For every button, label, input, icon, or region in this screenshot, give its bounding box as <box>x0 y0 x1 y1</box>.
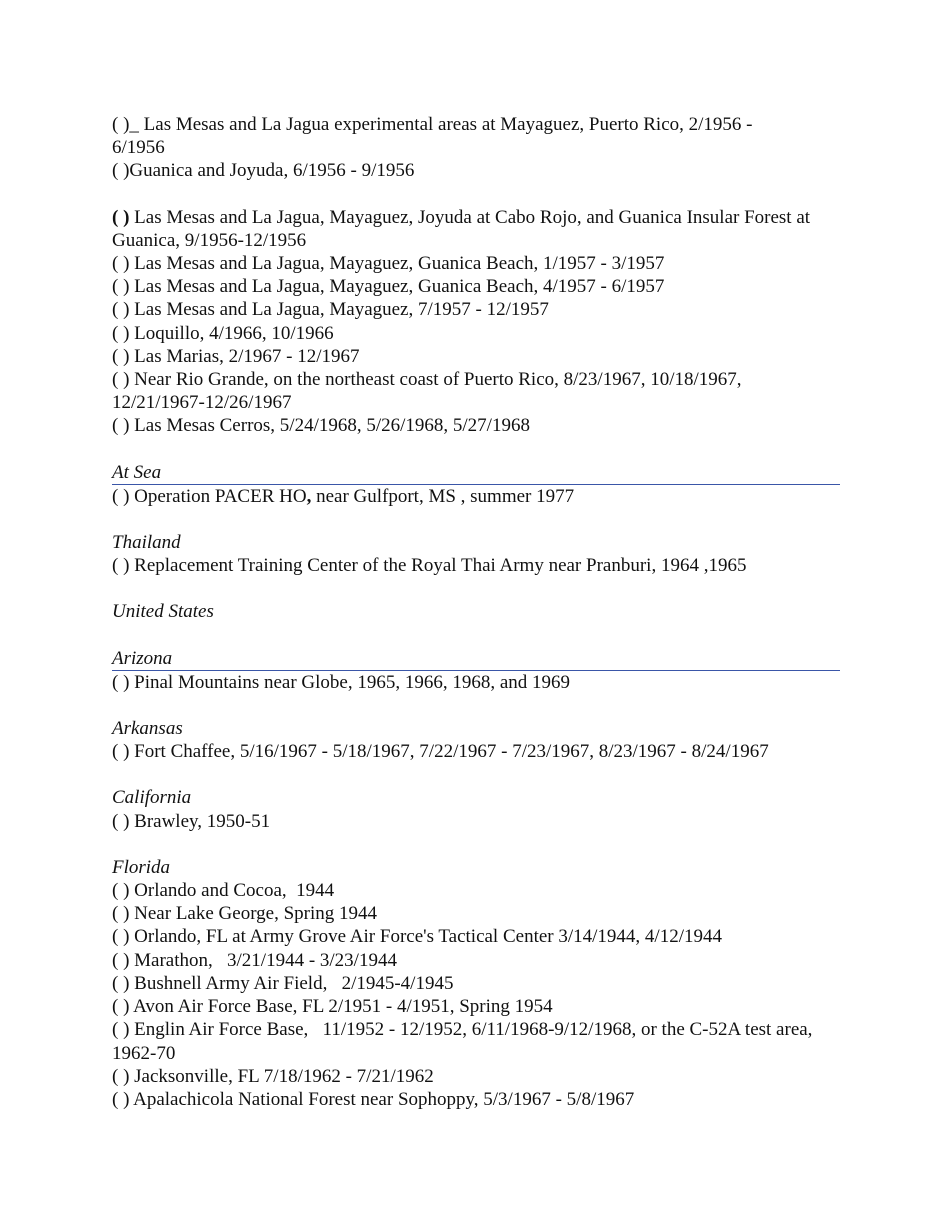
list-item-text: ( ) Operation PACER HO <box>112 485 307 507</box>
document-page <box>112 113 840 1111</box>
spacer <box>112 183 840 206</box>
list-item: ( ) Orlando, FL at Army Grove Air Force's Tactical Center 3/14/1944, 4/12/1944 <box>112 926 722 948</box>
list-item: ( ) Avon Air Force Base, FL 2/1951 - 4/1951, Spring 1954 <box>112 996 553 1018</box>
bold-comma: , <box>306 485 312 507</box>
list-item: ( ) Loquillo, 4/1966, 10/1966 <box>112 322 334 344</box>
list-item: ( ) Brawley, 1950-51 <box>112 810 271 832</box>
list-item: ( ) Marathon, 3/21/1944 - 3/23/1944 <box>112 949 397 971</box>
spacer <box>112 833 840 856</box>
list-item <box>112 485 840 508</box>
list-item: ( ) Fort Chaffee, 5/16/1967 - 5/18/1967, 7/22/1967 - 7/23/1967, 8/23/1967 - 8/24/1967 <box>112 741 769 763</box>
list-item: ( ) Replacement Training Center of the Royal Thai Army near Pranburi, 1964 ,1965 <box>112 555 747 577</box>
spacer <box>112 577 840 600</box>
section-heading-thailand: Thailand <box>112 532 181 554</box>
list-item: ( ) Bushnell Army Air Field, 2/1945-4/1945 <box>112 972 454 994</box>
spacer <box>112 763 840 786</box>
list-item: ( ) Jacksonville, FL 7/18/1962 - 7/21/1962 <box>112 1065 434 1087</box>
list-item: ( ) Apalachicola National Forest near Sophoppy, 5/3/1967 - 5/8/1967 <box>112 1088 635 1110</box>
spacer <box>112 624 840 647</box>
list-item: ( ) Near Lake George, Spring 1944 <box>112 903 378 925</box>
list-item: ( ) Las Mesas and La Jagua, Mayaguez, Guanica Beach, 4/1957 - 6/1957 <box>112 276 665 298</box>
list-item: ( ) Las Mesas and La Jagua, Mayaguez, Guanica Beach, 1/1957 - 3/1957 <box>112 253 665 275</box>
spacer <box>112 438 840 461</box>
spacer <box>112 508 840 531</box>
section-heading-at-sea: At Sea <box>112 461 840 485</box>
list-item: ( ) Near Rio Grande, on the northeast coast of Puerto Rico, 8/23/1967, 10/18/1967, 12/21/1967-12/26/1967 <box>112 369 742 414</box>
list-item: ( ) Englin Air Force Base, 11/1952 - 12/1952, 6/11/1968-9/12/1968, or the C-52A test area, 1962-70 <box>112 1019 818 1064</box>
list-item-text: near Gulfport, MS , summer 1977 <box>311 485 575 507</box>
section-heading-arizona: Arizona <box>112 647 840 671</box>
section-heading-united-states: United States <box>112 601 214 623</box>
list-item: ( ) Las Mesas Cerros, 5/24/1968, 5/26/1968, 5/27/1968 <box>112 415 530 437</box>
section-heading-california: California <box>112 787 192 809</box>
list-item: ( ) Las Mesas and La Jagua, Mayaguez, 7/1957 - 12/1957 <box>112 299 549 321</box>
list-item <box>112 206 840 252</box>
list-item: ( ) Las Marias, 2/1967 - 12/1967 <box>112 345 360 367</box>
list-item: ( )_ Las Mesas and La Jagua experimental areas at Mayaguez, Puerto Rico, 2/1956 - 6/1956 <box>112 114 758 159</box>
list-item: ( ) Pinal Mountains near Globe, 1965, 1966, 1968, and 1969 <box>112 671 571 693</box>
spacer <box>112 694 840 717</box>
list-item-text: Las Mesas and La Jagua, Mayaguez, Joyuda at Cabo Rojo, and Guanica Insular Forest at Guanica, 9/1956-12/1956 <box>112 206 811 251</box>
list-item: ( ) Orlando and Cocoa, 1944 <box>112 880 335 902</box>
section-heading-arkansas: Arkansas <box>112 718 183 740</box>
list-item: ( )Guanica and Joyuda, 6/1956 - 9/1956 <box>112 160 415 182</box>
bold-paren: ( ) <box>112 206 130 228</box>
section-heading-florida: Florida <box>112 856 171 878</box>
